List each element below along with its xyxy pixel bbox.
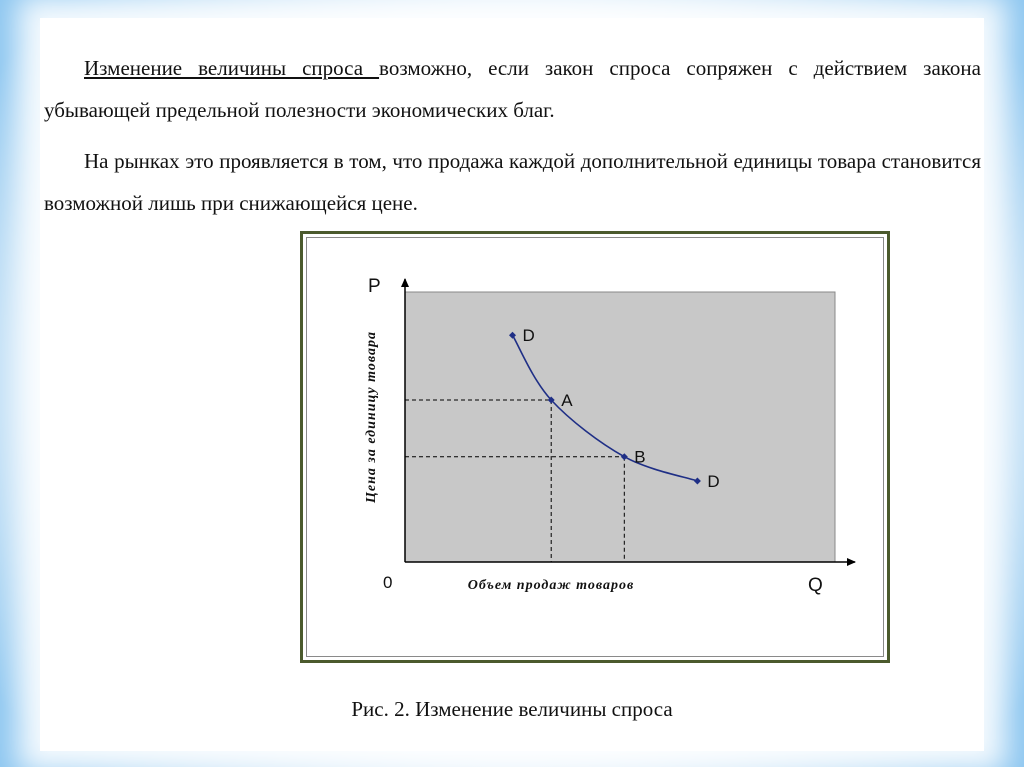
y-axis-letter: P [368, 276, 381, 297]
figure-caption: Рис. 2. Изменение величины спроса [351, 697, 673, 721]
point-label-d: D [707, 472, 720, 491]
x-axis-letter: Q [808, 575, 823, 596]
x-axis-title: Объем продаж товаров [467, 578, 635, 593]
origin-label: 0 [383, 573, 393, 592]
plot-area [405, 292, 835, 562]
paragraph-1-text: возможно, если закон спроса сопряжен с действием закона убывающей предельной полезности экономических благ. [44, 56, 981, 122]
underlined-term: Изменение величины спроса [84, 56, 380, 80]
paragraph-2-text: На рынках это проявляется в том, что продажа каждой дополнительной единицы товара становится возможной лишь при снижающейся цене. [44, 149, 981, 215]
point-label-d: D [522, 326, 535, 346]
y-axis-title: Цена за единицу товара [364, 330, 379, 504]
point-label-a: A [561, 391, 573, 410]
point-label-b: B [634, 447, 646, 467]
